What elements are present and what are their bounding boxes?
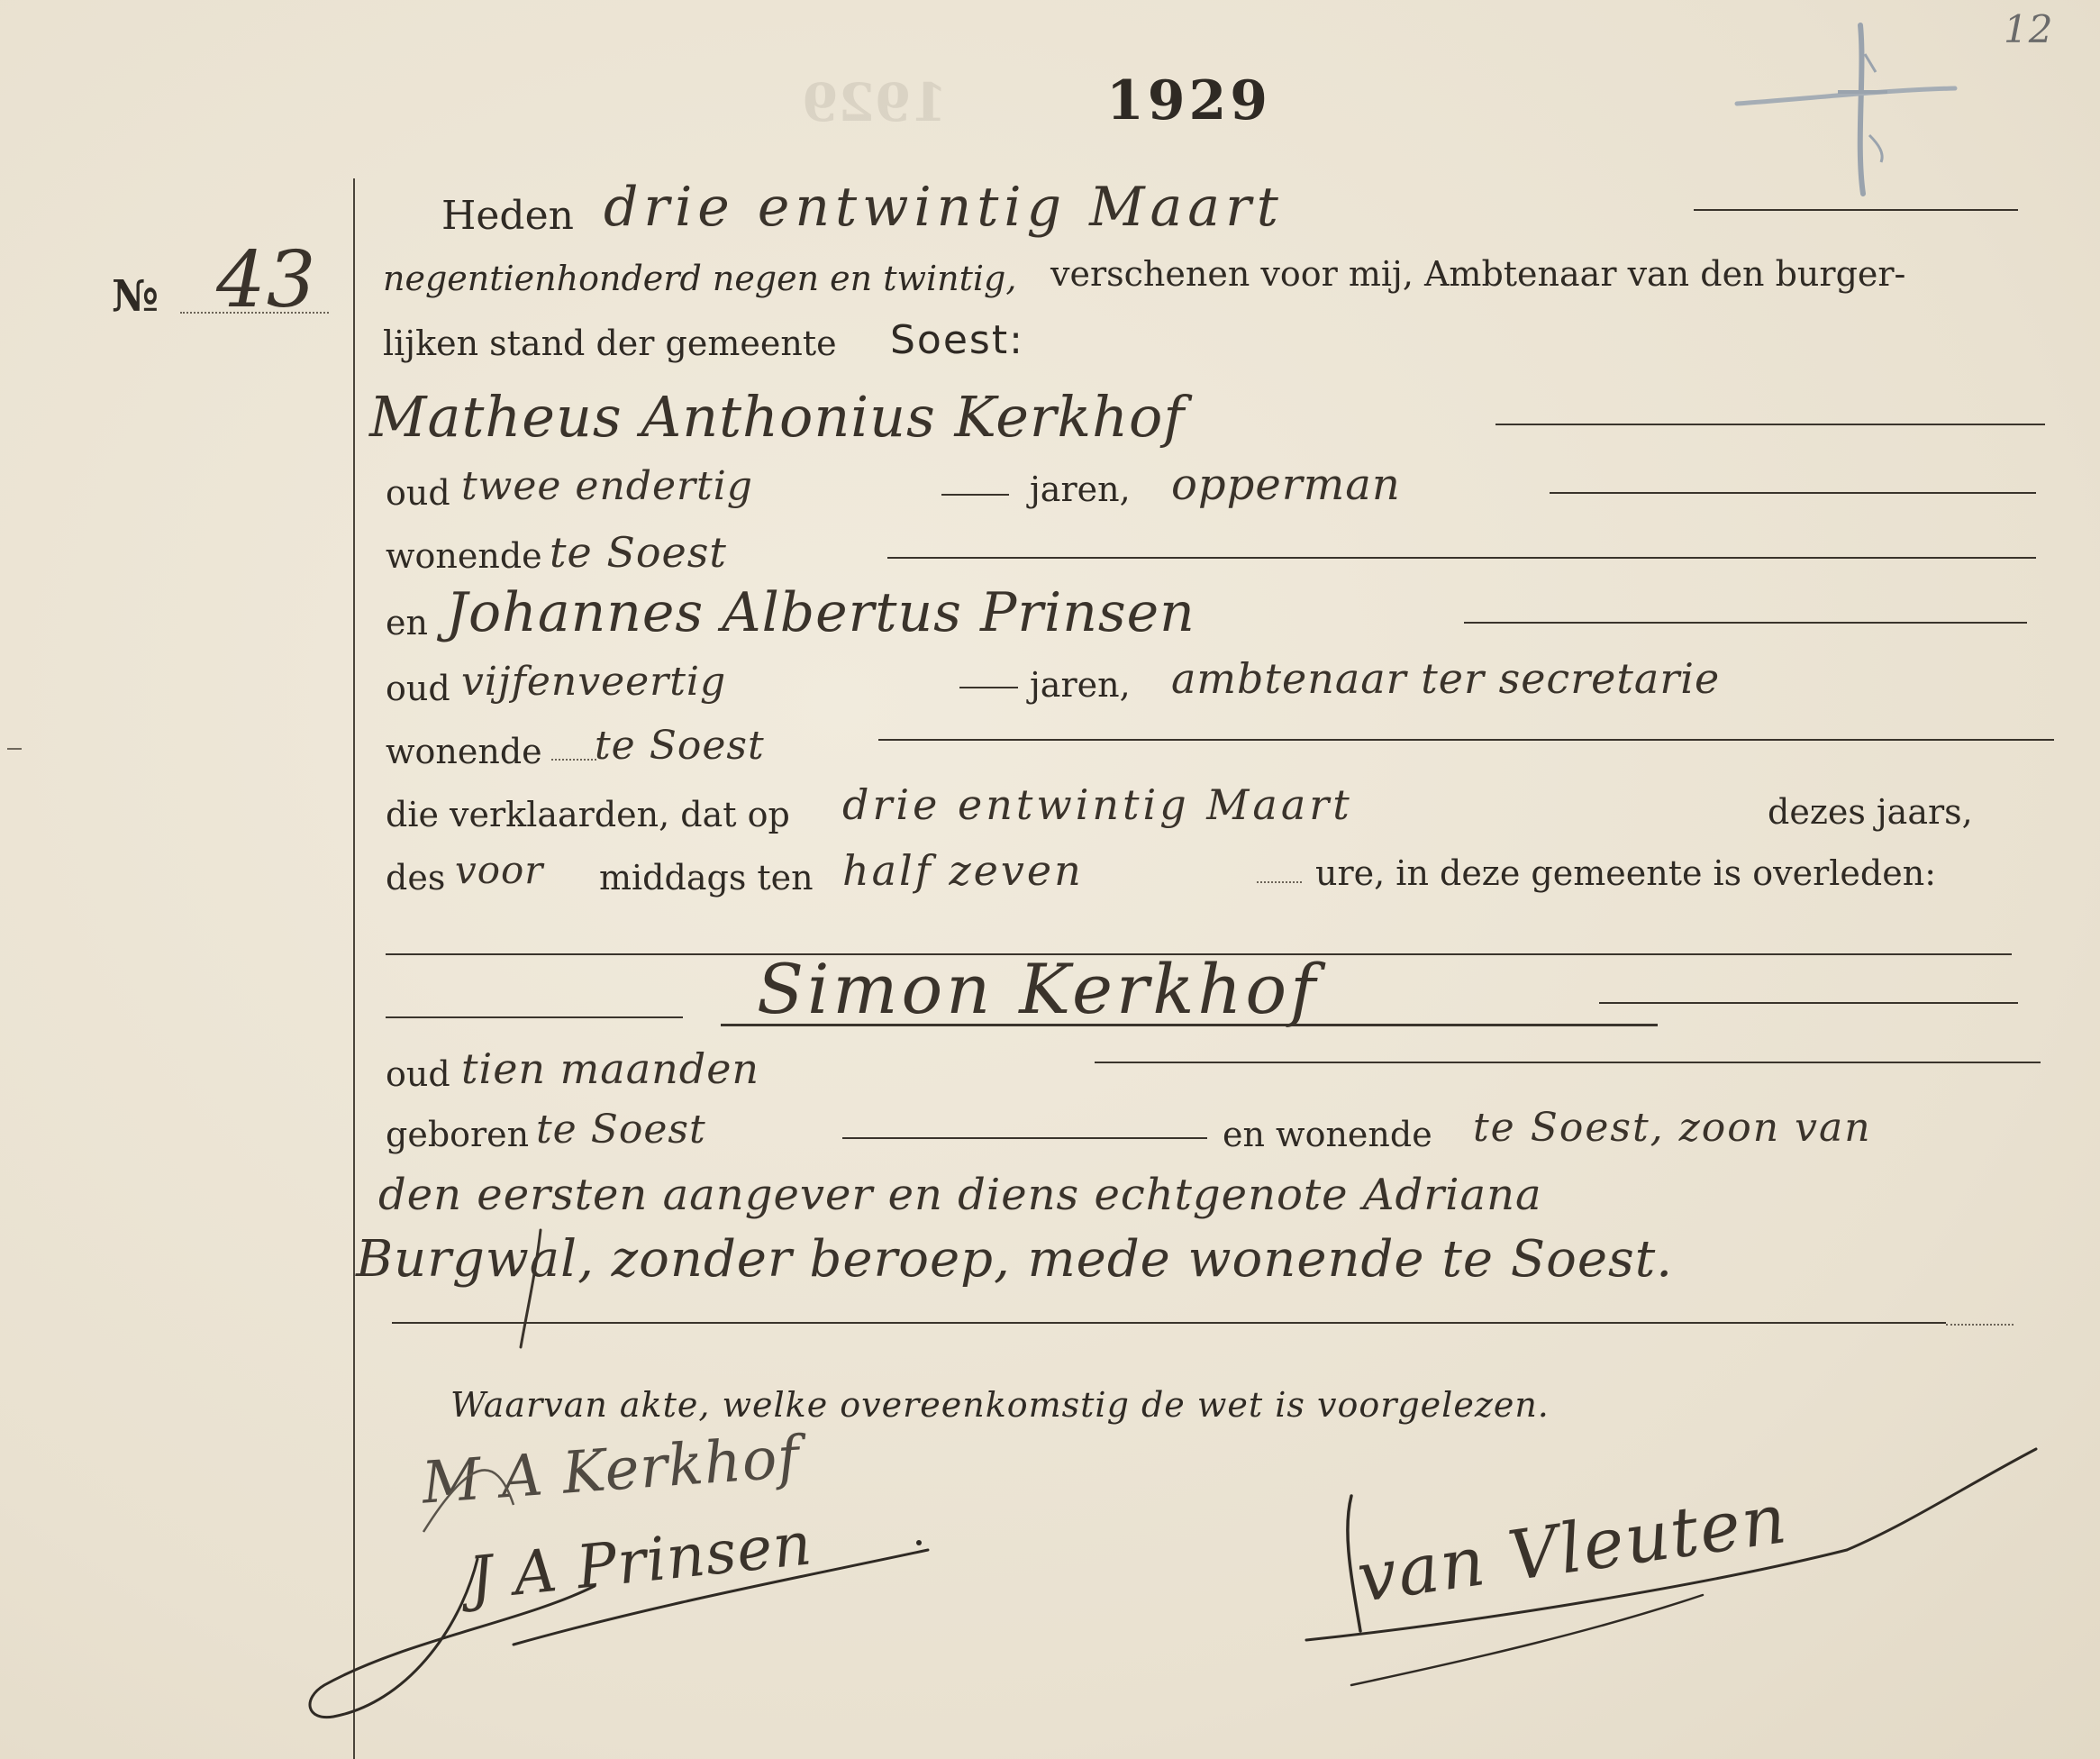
page-number: 12 xyxy=(2004,7,2054,51)
deceased-age-rule xyxy=(1095,1062,2041,1063)
blank-rule-2b xyxy=(1599,1002,2018,1004)
deceased-age: tien maanden xyxy=(461,1044,760,1093)
pen-flourish-stroke xyxy=(505,1226,559,1352)
appearance-text: verschenen voor mij, Ambtenaar van den burger- xyxy=(1050,254,1906,294)
witness1-age: twee endertig xyxy=(461,463,753,509)
heden-label: Heden xyxy=(441,193,574,239)
am-marker: voor xyxy=(455,848,544,892)
declaration-text: die verklaarden, dat op xyxy=(386,795,790,834)
municipality-name: Soest: xyxy=(890,317,1024,363)
and-label: en xyxy=(386,603,428,643)
act-date-rule xyxy=(1694,209,2018,211)
record-number: 43 xyxy=(216,235,317,325)
signature-2-flourish xyxy=(297,1523,946,1739)
signature-2: J A Prinsen xyxy=(465,1508,816,1614)
witness1-age-label: oud xyxy=(386,473,450,513)
born-label: geboren xyxy=(386,1115,530,1154)
witness2-name-rule xyxy=(1464,622,2027,624)
des-label: des xyxy=(386,858,446,898)
closing-rule xyxy=(392,1322,1946,1324)
witness1-age-rule xyxy=(941,494,1009,496)
birthplace-rule xyxy=(842,1137,1207,1139)
deceased-age-label: oud xyxy=(386,1054,450,1094)
residence: te Soest, zoon van xyxy=(1473,1105,1872,1151)
pencil-cross-mark xyxy=(1730,18,1964,207)
witness1-name: Matheus Anthonius Kerkhof xyxy=(369,384,1186,450)
witness2-residence-rule xyxy=(878,739,2054,741)
witness2-age-rule xyxy=(959,687,1018,688)
middags-label: middags ten xyxy=(599,858,814,898)
parents-line-1: den eersten aangever en diens echtgenote Adriana xyxy=(378,1170,1542,1220)
witness1-residence-label: wonende xyxy=(386,536,542,576)
act-date: drie entwintig Maart xyxy=(604,176,1284,239)
witness1-name-rule xyxy=(1495,424,2045,425)
witness1-occupation: opperman xyxy=(1171,460,1401,510)
witness2-name: Johannes Albertus Prinsen xyxy=(446,581,1195,644)
death-time: half zeven xyxy=(842,846,1084,895)
parents-line-2: Burgwal, zonder beroep, mede wonende te Soest. xyxy=(356,1230,1674,1289)
signature-3-flourish xyxy=(1297,1442,2045,1703)
witness1-residence-rule xyxy=(887,557,2036,559)
witness2-age: vijfenveertig xyxy=(461,659,727,705)
closing-statement: Waarvan akte, welke overeenkomstig de wet is voorgelezen. xyxy=(450,1385,1550,1425)
death-date: drie entwintig Maart xyxy=(842,780,1353,829)
number-label: № xyxy=(112,271,159,322)
margin-rule xyxy=(353,178,355,1759)
deceased-name-underline xyxy=(721,1024,1658,1026)
margin-tick xyxy=(7,748,22,750)
deceased-name: Simon Kerkhof xyxy=(757,949,1320,1029)
death-time-dots xyxy=(1257,881,1302,883)
signature-1: M A Kerkhof xyxy=(419,1424,803,1517)
witness2-years-label: jaren, xyxy=(1030,665,1131,705)
witness2-occupation: ambtenaar ter secretarie xyxy=(1171,654,1721,703)
year-heading: 1929 xyxy=(1106,69,1271,132)
witness1-occupation-rule xyxy=(1550,492,2036,494)
bleed-through-year: 1929 xyxy=(802,72,948,133)
civil-registry-text: lijken stand der gemeente xyxy=(383,324,837,363)
this-year-text: dezes jaars, xyxy=(1768,792,1973,832)
living-label: en wonende xyxy=(1223,1115,1432,1154)
record-number-dots xyxy=(180,312,329,314)
signature-3: van Vleuten xyxy=(1352,1477,1793,1618)
closing-rule-dots xyxy=(1946,1324,2014,1326)
witness1-years-label: jaren, xyxy=(1030,469,1131,509)
deceased-intro-text: ure, in deze gemeente is overleden: xyxy=(1315,853,1936,893)
witness2-age-label: oud xyxy=(386,669,450,708)
witness2-residence-label: wonende xyxy=(386,732,542,771)
witness2-residence-dots xyxy=(551,759,596,761)
year-words: negentienhonderd negen en twintig, xyxy=(383,259,1017,298)
witness1-residence: te Soest xyxy=(550,528,727,577)
witness2-residence: te Soest xyxy=(595,723,765,769)
blank-rule-2a xyxy=(386,1016,683,1018)
birthplace: te Soest xyxy=(536,1107,706,1153)
